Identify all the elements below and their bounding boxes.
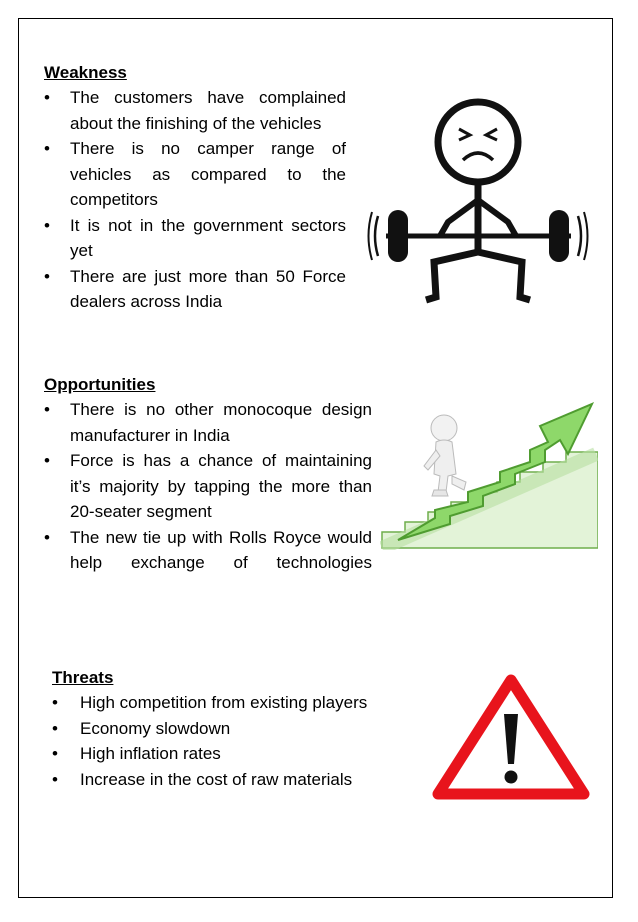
weakness-list: [44, 85, 346, 315]
threats-section: [52, 665, 422, 792]
stairs-arrow-growth-image: [380, 392, 598, 550]
weakness-item: • It is not in the government sectors yet: [44, 213, 346, 264]
opportunities-item: • Force is has a chance of maintaining it’s majority by tapping the more than 20-seater segment: [44, 448, 372, 525]
threats-item: • Economy slowdown: [52, 716, 422, 742]
threats-list: [52, 690, 422, 792]
weakness-section: [44, 60, 346, 315]
threats-item: • High competition from existing players: [52, 690, 422, 716]
opportunities-section: [44, 372, 372, 576]
warning-triangle-icon: [432, 672, 590, 800]
threats-heading: Threats: [52, 668, 114, 687]
opportunities-item: • The new tie up with Rolls Royce would help exchange of technologies: [44, 525, 372, 576]
weakness-item: • The customers have complained about the finishing of the vehicles: [44, 85, 346, 136]
weightlifter-stick-figure-image: [366, 92, 596, 306]
threats-item: • Increase in the cost of raw materials: [52, 767, 422, 793]
threats-item: • High inflation rates: [52, 741, 422, 767]
weakness-item: • There is no camper range of vehicles as compared to the competitors: [44, 136, 346, 213]
weakness-heading: Weakness: [44, 63, 127, 82]
opportunities-heading: Opportunities: [44, 375, 156, 394]
weakness-item: • There are just more than 50 Force dealers across India: [44, 264, 346, 315]
opportunities-item: • There is no other monocoque design manufacturer in India: [44, 397, 372, 448]
opportunities-list: [44, 397, 372, 576]
